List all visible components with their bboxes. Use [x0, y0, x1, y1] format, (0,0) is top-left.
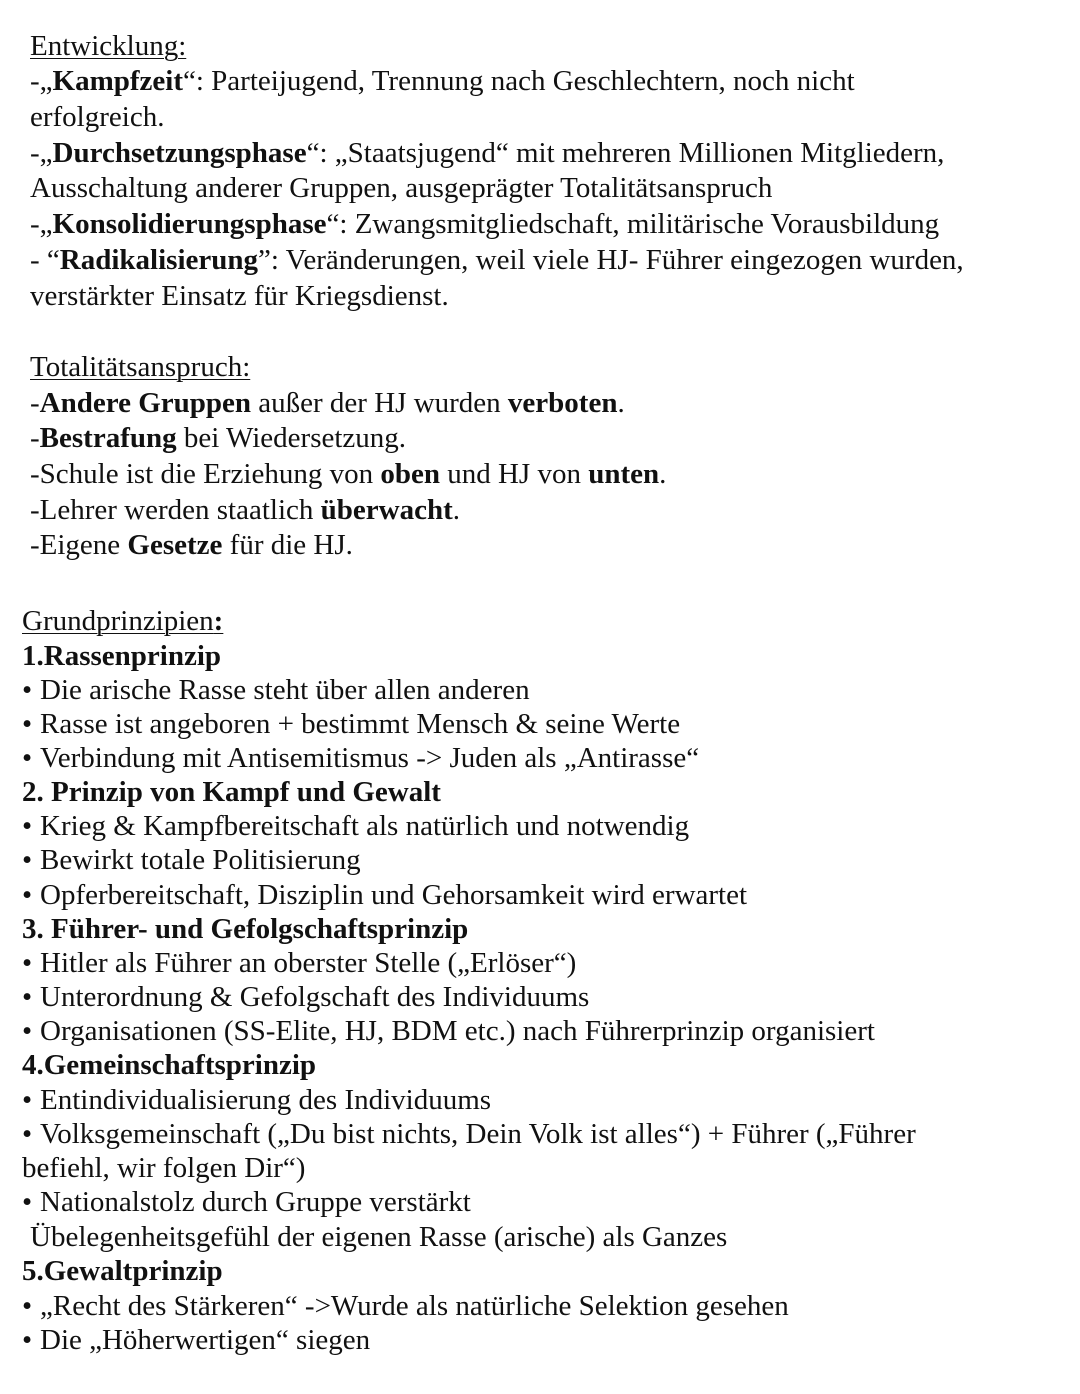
- prinzip-3-title: 3. Führer- und Gefolgschaftsprinzip: [22, 913, 469, 945]
- prinzip-1-bullet-3: • Verbindung mit Antisemitismus -> Juden als „Antirasse“: [22, 742, 700, 774]
- entwicklung-item-konsolidierung: -„Konsolidierungsphase“: Zwangsmitgliedschaft, militärische Vorausbildung: [30, 208, 940, 240]
- prinzip-2-bullet-2: • Bewirkt totale Politisierung: [22, 844, 361, 876]
- prinzip-5-bullet-1: • „Recht des Stärkeren“ ->Wurde als natürliche Selektion gesehen: [22, 1290, 789, 1322]
- entwicklung-item-kampfzeit: -„Kampfzeit“: Parteijugend, Trennung nach Geschlechtern, noch nicht: [30, 65, 855, 97]
- totalitaet-heading: Totalitätsanspruch:: [30, 351, 251, 383]
- totalitaet-line-2: -Bestrafung bei Wiedersetzung.: [30, 422, 407, 454]
- prinzip-3-bullet-2: • Unterordnung & Gefolgschaft des Individuums: [22, 981, 590, 1013]
- prinzip-4-title: 4.Gemeinschaftsprinzip: [22, 1049, 317, 1081]
- prinzip-3-bullet-1: • Hitler als Führer an oberster Stelle („Erlöser“): [22, 947, 577, 979]
- entwicklung-item-kampfzeit-cont: erfolgreich.: [30, 101, 165, 133]
- prinzip-2-bullet-1: • Krieg & Kampfbereitschaft als natürlich und notwendig: [22, 810, 690, 842]
- prinzip-4-line-4: Übelegenheitsgefühl der eigenen Rasse (arische) als Ganzes: [30, 1221, 728, 1253]
- entwicklung-item-durchsetzung-cont: Ausschaltung anderer Gruppen, ausgeprägter Totalitätsanspruch: [30, 172, 773, 204]
- totalitaet-line-1: -Andere Gruppen außer der HJ wurden verboten.: [30, 387, 625, 419]
- prinzip-4-bullet-2-cont: befiehl, wir folgen Dir“): [22, 1152, 306, 1184]
- prinzip-3-bullet-3: • Organisationen (SS-Elite, HJ, BDM etc.) nach Führerprinzip organisiert: [22, 1015, 875, 1047]
- entwicklung-item-radikalisierung-cont: verstärkter Einsatz für Kriegsdienst.: [30, 280, 449, 312]
- prinzip-1-title: 1.Rassenprinzip: [22, 640, 222, 672]
- totalitaet-line-4: -Lehrer werden staatlich überwacht.: [30, 494, 461, 526]
- totalitaet-line-5: -Eigene Gesetze für die HJ.: [30, 529, 353, 561]
- entwicklung-item-durchsetzung: -„Durchsetzungsphase“: „Staatsjugend“ mit mehreren Millionen Mitgliedern,: [30, 137, 945, 169]
- prinzip-5-bullet-2: • Die „Höherwertigen“ siegen: [22, 1324, 371, 1356]
- prinzip-2-title: 2. Prinzip von Kampf und Gewalt: [22, 776, 441, 808]
- prinzip-2-bullet-3: • Opferbereitschaft, Disziplin und Gehorsamkeit wird erwartet: [22, 879, 748, 911]
- entwicklung-heading: Entwicklung:: [30, 30, 187, 62]
- prinzip-4-bullet-1: • Entindividualisierung des Individuums: [22, 1084, 492, 1116]
- totalitaet-line-3: -Schule ist die Erziehung von oben und HJ von unten.: [30, 458, 667, 490]
- grundprinzipien-heading: Grundprinzipien:: [22, 605, 224, 637]
- prinzip-5-title: 5.Gewaltprinzip: [22, 1255, 223, 1287]
- prinzip-1-bullet-1: • Die arische Rasse steht über allen anderen: [22, 674, 530, 706]
- prinzip-1-bullet-2: • Rasse ist angeboren + bestimmt Mensch & seine Werte: [22, 708, 681, 740]
- entwicklung-item-radikalisierung: - “Radikalisierung”: Veränderungen, weil viele HJ- Führer eingezogen wurden,: [30, 244, 964, 276]
- prinzip-4-bullet-3: • Nationalstolz durch Gruppe verstärkt: [22, 1186, 471, 1218]
- prinzip-4-bullet-2: • Volksgemeinschaft („Du bist nichts, Dein Volk ist alles“) + Führer („Führer: [22, 1118, 916, 1150]
